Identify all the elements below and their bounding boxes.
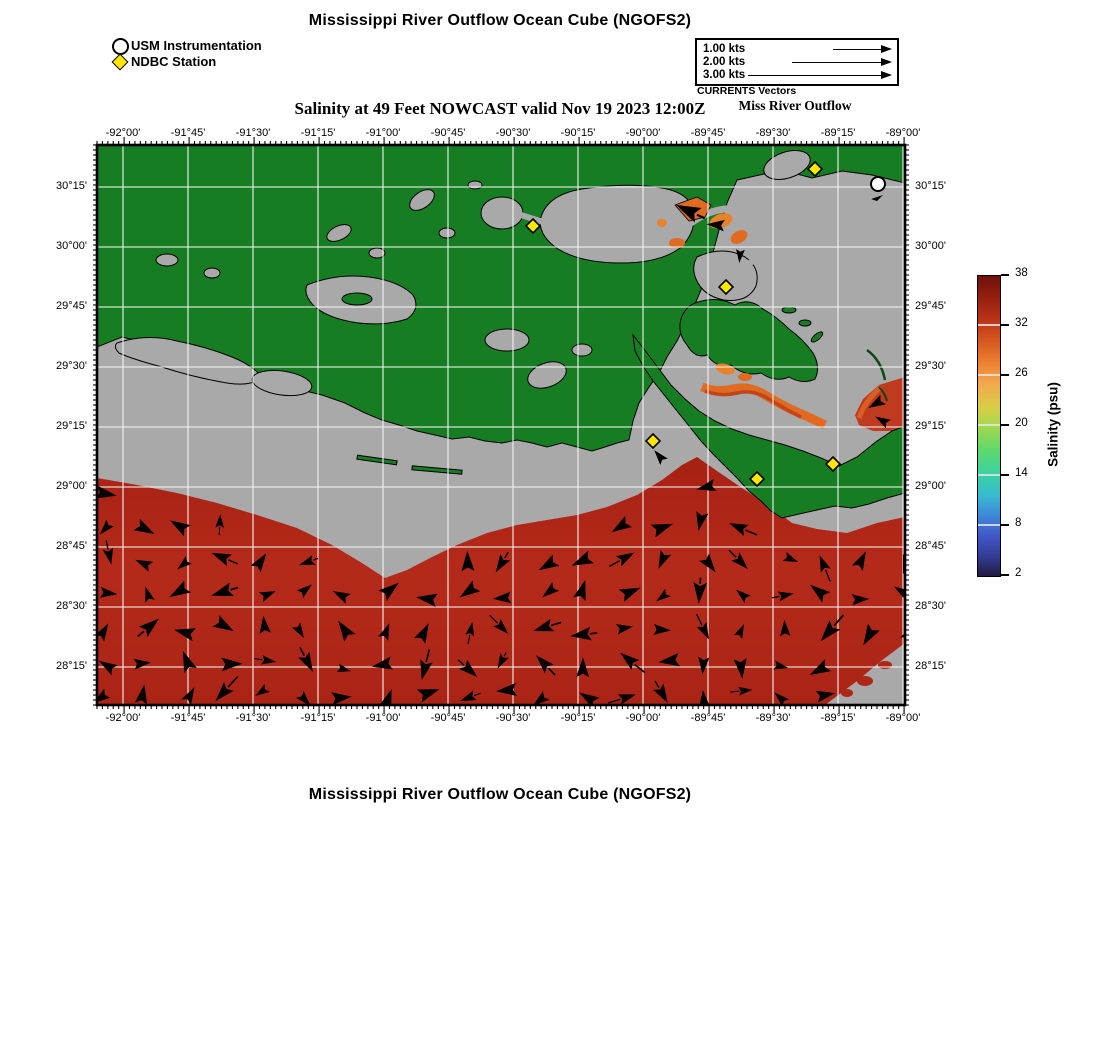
lon-tick-label: -90°15' [560,127,596,139]
colorbar-separator [978,474,1000,476]
lon-tick-label: -91°45' [170,127,206,139]
currents-arrow-tail [748,75,883,76]
usm-legend-label: USM Instrumentation [131,38,262,53]
currents-legend-caption: CURRENTS Vectors [697,85,797,97]
lat-tick-label: 29°30' [56,360,87,372]
lat-tick-label: 29°15' [915,420,946,432]
colorbar-separator [978,524,1000,526]
lon-tick-label: -89°30' [755,712,791,724]
colorbar-tick-label: 20 [1015,417,1028,429]
lon-tick-label: -89°30' [755,127,791,139]
currents-arrow-tail [792,62,883,63]
lat-tick-label: 30°00' [915,240,946,252]
lon-tick-label: -89°45' [690,712,726,724]
lon-tick-label: -91°45' [170,712,206,724]
colorbar-tick-label: 8 [1015,517,1022,529]
lon-tick-label: -91°15' [300,127,336,139]
lon-tick-label: -90°30' [495,127,531,139]
lon-tick-label: -91°00' [365,712,401,724]
top-title: Mississippi River Outflow Ocean Cube (NGOFS2) [308,12,692,29]
region-label: Miss River Outflow [738,98,852,113]
bottom-title: Mississippi River Outflow Ocean Cube (NGOFS2) [308,786,692,803]
currents-speed-label: 1.00 kts [703,43,746,55]
colorbar-tick [1001,374,1009,376]
colorbar-tick-label: 32 [1015,317,1028,329]
lon-tick-label: -89°15' [820,127,856,139]
colorbar-separator [978,424,1000,426]
currents-legend-box [695,38,899,86]
lon-tick-label: -92°00' [105,127,141,139]
colorbar-tick [1001,424,1009,426]
ndbc-legend-label: NDBC Station [131,54,217,69]
lon-tick-label: -91°00' [365,127,401,139]
colorbar-tick-label: 26 [1015,367,1028,379]
lon-tick-label: -89°45' [690,127,726,139]
lon-tick-label: -91°30' [235,127,271,139]
currents-arrow-head [881,58,892,66]
lat-tick-label: 29°00' [56,480,87,492]
lat-tick-label: 28°30' [915,600,946,612]
colorbar [977,267,1097,579]
colorbar-tick-label: 2 [1015,567,1022,579]
lat-tick-label: 30°00' [56,240,87,252]
colorbar-tick [1001,474,1009,476]
lat-tick-label: 28°15' [56,660,87,672]
colorbar-separator [978,374,1000,376]
lon-tick-label: -90°45' [430,127,466,139]
colorbar-tick [1001,524,1009,526]
lat-tick-label: 28°45' [915,540,946,552]
lon-tick-label: -91°30' [235,712,271,724]
lon-tick-label: -92°00' [105,712,141,724]
lon-tick-label: -89°00' [885,127,921,139]
lon-tick-label: -91°15' [300,712,336,724]
lon-tick-label: -89°00' [885,712,921,724]
lat-tick-label: 29°00' [915,480,946,492]
lat-tick-label: 28°15' [915,660,946,672]
colorbar-title: Salinity (psu) [1045,382,1061,467]
colorbar-tick [1001,574,1009,576]
lon-tick-label: -90°00' [625,712,661,724]
currents-speed-label: 2.00 kts [703,56,746,68]
currents-arrow-head [881,45,892,53]
lon-tick-label: -89°15' [820,712,856,724]
lon-tick-label: -90°45' [430,712,466,724]
axis-labels-layer [56,125,946,725]
colorbar-tick [1001,274,1009,276]
lon-tick-label: -90°15' [560,712,596,724]
lat-tick-label: 30°15' [56,180,87,192]
lon-tick-label: -90°30' [495,712,531,724]
currents-speed-label: 3.00 kts [703,69,746,81]
lon-tick-label: -90°00' [625,127,661,139]
colorbar-tick [1001,324,1009,326]
lat-tick-label: 28°45' [56,540,87,552]
lat-tick-label: 29°30' [915,360,946,372]
colorbar-tick-label: 38 [1015,267,1028,279]
ndbc-diamond-icon [112,54,129,71]
usm-circle-icon [112,38,129,55]
lat-tick-label: 29°45' [915,300,946,312]
plot-subtitle: Salinity at 49 Feet NOWCAST valid Nov 19 2023 12:00Z [294,99,706,118]
colorbar-tick-label: 14 [1015,467,1028,479]
colorbar-separator [978,324,1000,326]
lat-tick-label: 29°15' [56,420,87,432]
currents-arrow-tail [833,49,883,50]
currents-arrow-head [881,71,892,79]
colorbar-gradient [977,275,1001,577]
lat-tick-label: 30°15' [915,180,946,192]
lat-tick-label: 28°30' [56,600,87,612]
lat-tick-label: 29°45' [56,300,87,312]
